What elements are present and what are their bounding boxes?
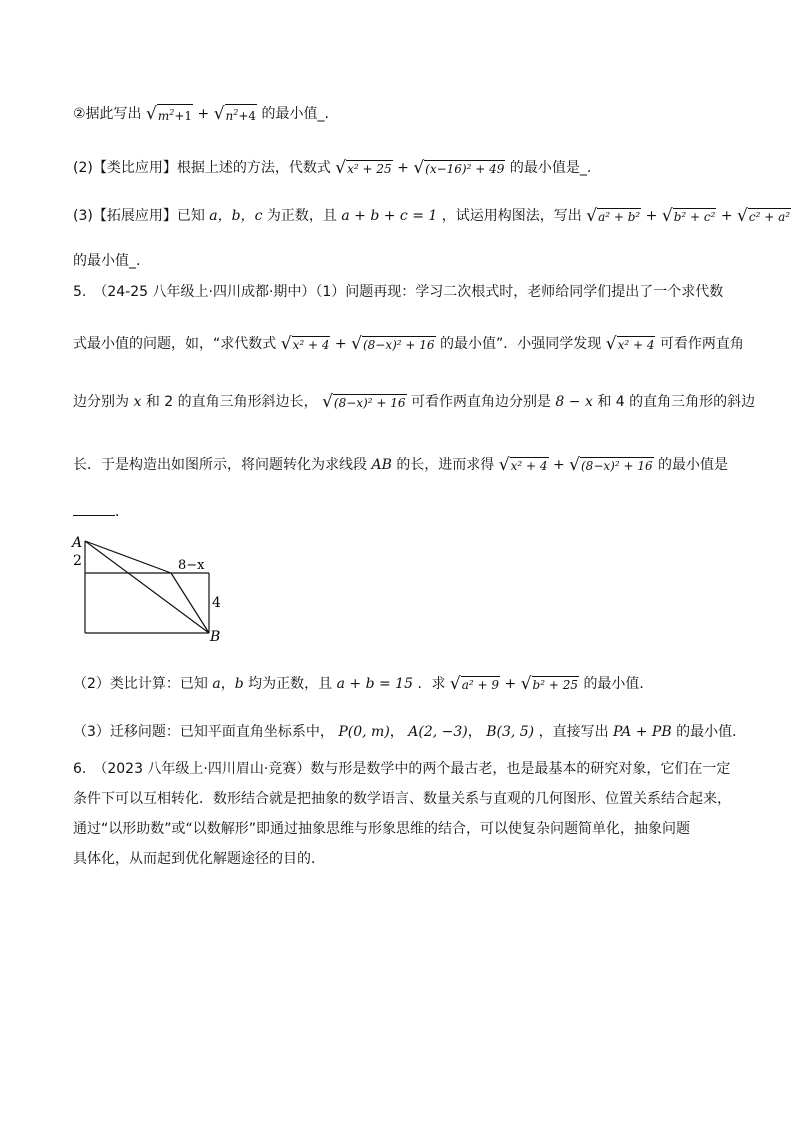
radical: √(8−x)² + 16 (569, 455, 653, 475)
q5-line-4: 长．于是构造出如图所示，将问题转化为求线段 AB 的长，进而求得 √x² + 4 + √(8−x)² + 16 的最小值是 (73, 455, 729, 475)
radical-m: $√m^2+1$ (146, 104, 193, 124)
radical-n: $√n^2+4$ (213, 104, 257, 124)
text: ②据此写出 (73, 106, 142, 122)
radical: √x² + 4 (605, 334, 655, 354)
radical: √x² + 4 (498, 455, 548, 475)
q6-line-3: 通过“以形助数”或“以数解形”即通过抽象思维与形象思维的结合，可以使复杂问题简单化，抽象问题 (73, 821, 691, 837)
q5-part-3: （3）迁移问题：已知平面直角坐标系中， P(0, m)， A(2, −3)， B(3, 5) ，直接写出 PA + PB 的最小值． (73, 724, 747, 740)
q5-line-3: 边分别为 x 和 2 的直角三角形斜边长， √(8−x)² + 16 可看作两直角边分别是 8 − x 和 4 的直角三角形的斜边 (73, 392, 756, 412)
radical: √x² + 4 (280, 334, 330, 354)
label-4: 4 (212, 595, 221, 611)
label-2: 2 (73, 553, 82, 569)
radical: √a² + 9 (449, 674, 500, 694)
radical: √(x−16)² + 49 (413, 158, 505, 178)
text: 的最小值_. (261, 106, 329, 122)
radical: √b² + 25 (520, 674, 578, 694)
line-4: 的最小值_. (73, 253, 141, 269)
q6-line-2: 条件下可以互相转化．数形结合就是把抽象的数学语言、数量关系与直观的几何图形、位置关系结合起来， (73, 791, 731, 807)
radical: √x² + 25 (335, 158, 392, 178)
segment-a-p (85, 541, 171, 573)
q5-line-5: ． (73, 502, 129, 522)
radical: √(8−x)² + 16 (322, 392, 406, 412)
radical: √c² + a² (737, 206, 791, 226)
q5-line-2: 式最小值的问题，如，“求代数式 √x² + 4 + √(8−x)² + 16 的最小值”．小强同学发现 √x² + 4 可看作两直角 (73, 334, 744, 354)
q6-line-1: 6. （2023 八年级上·四川眉山·竞赛）数与形是数学中的两个最古老，也是最基本的研究对象，它们在一定 (73, 761, 731, 777)
radical: √b² + c² (661, 206, 716, 226)
segment-ab (85, 541, 209, 633)
label-b: B (210, 629, 221, 643)
label-8-x: 8−x (178, 558, 205, 573)
segment-p-b (171, 573, 209, 633)
label-a: A (72, 535, 83, 551)
line-1: ②据此写出 $√m^2+1 + √n^2+4$ 的最小值_. (73, 104, 329, 124)
geometry-figure (70, 533, 230, 643)
q5-head: 5. （24-25 八年级上·四川成都·期中）（1）问题再现：学习二次根式时，老师给同学们提出了一个求代数 (73, 284, 724, 300)
q5-part-2: （2）类比计算：已知 a，b 均为正数，且 a + b = 15 ．求 √a² + 9 + √b² + 25 的最小值． (73, 674, 654, 694)
line-3: (3)【拓展应用】已知 a，b，c 为正数，且 a + b + c = 1 ，试运用构图法，写出 √a² + b² + √b² + c² + √c² + a² (73, 206, 791, 226)
q6-line-4: 具体化，从而起到优化解题途径的目的． (73, 851, 325, 867)
answer-blank (73, 503, 115, 516)
line-2: (2)【类比应用】根据上述的方法，代数式 √x² + 25 + √(x−16)² + 49 的最小值是_. (73, 158, 592, 178)
radical: √a² + b² (586, 206, 641, 226)
radical: √(8−x)² + 16 (351, 334, 435, 354)
